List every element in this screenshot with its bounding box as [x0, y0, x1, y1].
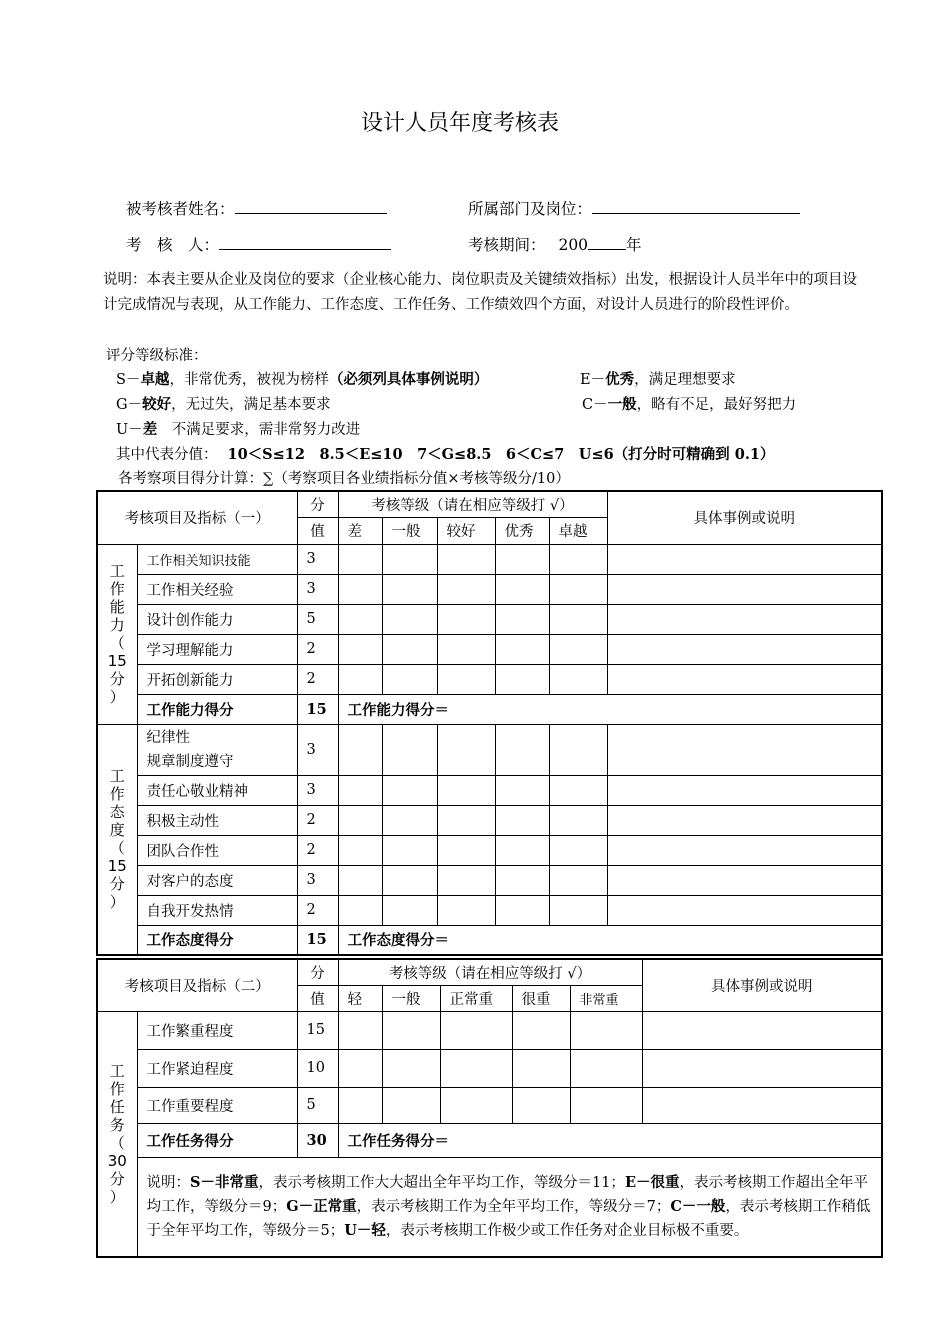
- attitude-total-label: 工作态度得分: [137, 925, 297, 955]
- grade-cell[interactable]: [437, 865, 495, 895]
- page-title: 设计人员年度考核表: [360, 111, 559, 136]
- col-header-item: 考核项目及指标（二）: [97, 959, 297, 1011]
- grade-cell[interactable]: [437, 775, 495, 805]
- grade-cell[interactable]: [338, 865, 382, 895]
- period-label: 考核期间：: [468, 236, 546, 254]
- indicator-label: 开拓创新能力: [137, 664, 297, 694]
- category-attitude: 工 作 态 度 （ 15 分 ）: [97, 724, 137, 955]
- period-field: [468, 233, 642, 255]
- grade-cell[interactable]: [549, 895, 607, 925]
- grade-cell[interactable]: [549, 634, 607, 664]
- desc-cell[interactable]: [607, 895, 882, 925]
- grade-cell[interactable]: [338, 775, 382, 805]
- desc-cell[interactable]: [607, 724, 882, 775]
- indicator-label: 对客户的态度: [137, 865, 297, 895]
- grade-cell[interactable]: [570, 1011, 642, 1049]
- grade-cell[interactable]: [495, 724, 549, 775]
- grade-cell[interactable]: [338, 1011, 382, 1049]
- grade-cell[interactable]: [382, 574, 437, 604]
- desc-cell[interactable]: [607, 835, 882, 865]
- grade-cell[interactable]: [495, 544, 549, 574]
- name-field: [126, 197, 387, 219]
- col-header-grade: 考核等级（请在相应等级打 √）: [338, 491, 607, 517]
- desc-cell[interactable]: [607, 574, 882, 604]
- grade-cell[interactable]: [495, 895, 549, 925]
- dept-label: 所属部门及岗位：: [468, 200, 593, 218]
- indicator-score: 15: [297, 1011, 338, 1049]
- name-label: 被考核者姓名：: [126, 200, 235, 218]
- grade-u: U－差 不满足要求，需非常努力改进: [116, 421, 361, 438]
- name-blank[interactable]: [235, 197, 387, 214]
- grade-cell[interactable]: [549, 865, 607, 895]
- grade-g: G－较好，无过失，满足基本要求: [116, 396, 331, 413]
- desc-cell[interactable]: [607, 604, 882, 634]
- indicator-score: 10: [297, 1049, 338, 1087]
- grade-cell[interactable]: [338, 835, 382, 865]
- grade-cell[interactable]: [495, 604, 549, 634]
- indicator-score: 2: [297, 805, 338, 835]
- desc-cell[interactable]: [607, 865, 882, 895]
- grade-cell[interactable]: [440, 1049, 512, 1087]
- col-header-score-top: 分: [297, 959, 338, 985]
- indicator-label: 工作紧迫程度: [137, 1049, 297, 1087]
- grade-cell[interactable]: [382, 544, 437, 574]
- indicator-label: 工作相关经验: [137, 574, 297, 604]
- task-total-result[interactable]: 工作任务得分＝: [338, 1123, 882, 1157]
- grade-header: 优秀: [495, 517, 549, 544]
- grade-cell[interactable]: [437, 895, 495, 925]
- grade-cell[interactable]: [495, 805, 549, 835]
- grade-cell[interactable]: [437, 835, 495, 865]
- grade-cell[interactable]: [570, 1087, 642, 1123]
- ability-total-label: 工作能力得分: [137, 694, 297, 724]
- indicator-score: 3: [297, 775, 338, 805]
- indicator-label: 自我开发热情: [137, 895, 297, 925]
- grade-cell[interactable]: [382, 1087, 440, 1123]
- grade-cell[interactable]: [382, 604, 437, 634]
- grade-header: 一般: [382, 985, 440, 1011]
- category-ability: 工 作 能 力 （ 15 分 ）: [97, 544, 137, 724]
- grade-header: 非常重: [570, 985, 642, 1011]
- grade-cell[interactable]: [495, 574, 549, 604]
- col-header-grade: 考核等级（请在相应等级打 √）: [338, 959, 642, 985]
- grade-cell[interactable]: [338, 895, 382, 925]
- grade-cell[interactable]: [549, 544, 607, 574]
- indicator-score: 2: [297, 664, 338, 694]
- grade-header: 正常重: [440, 985, 512, 1011]
- grade-cell[interactable]: [495, 775, 549, 805]
- grade-cell[interactable]: [382, 1011, 440, 1049]
- grade-cell[interactable]: [512, 1011, 570, 1049]
- reviewer-field: [126, 233, 391, 255]
- desc-cell[interactable]: [607, 544, 882, 574]
- grade-c: C－一般，略有不足，最好努把力: [582, 396, 797, 413]
- grade-standard-title: 评分等级标准：: [106, 348, 208, 364]
- indicator-score: 3: [297, 724, 338, 775]
- grade-header: 较好: [437, 517, 495, 544]
- grade-cell[interactable]: [549, 664, 607, 694]
- col-header-desc: 具体事例或说明: [607, 491, 882, 544]
- grade-cell[interactable]: [338, 1049, 382, 1087]
- grade-cell[interactable]: [338, 1087, 382, 1123]
- desc-cell[interactable]: [607, 805, 882, 835]
- dept-field: [468, 197, 800, 219]
- grade-header: 一般: [382, 517, 437, 544]
- desc-cell[interactable]: [607, 634, 882, 664]
- indicator-score: 5: [297, 1087, 338, 1123]
- indicator-label: 学习理解能力: [137, 634, 297, 664]
- indicator-label: 设计创作能力: [137, 604, 297, 634]
- dept-blank[interactable]: [592, 197, 800, 214]
- grade-cell[interactable]: [495, 865, 549, 895]
- desc-cell[interactable]: [642, 1011, 882, 1049]
- grade-header: 轻: [338, 985, 382, 1011]
- indicator-label: 团队合作性: [137, 835, 297, 865]
- grade-header: 卓越: [549, 517, 607, 544]
- grade-cell[interactable]: [512, 1049, 570, 1087]
- instruction-note: 说明：本表主要从企业及岗位的要求（企业核心能力、岗位职责及关键绩效指标）出发，根据设计人员半年中的项目设计完成情况与表现，从工作能力、工作态度、工作任务、工作绩效四个方面，对设计人员进行的阶段性评价。: [103, 272, 857, 313]
- col-header-desc: 具体事例或说明: [642, 959, 882, 1011]
- grade-cell[interactable]: [495, 634, 549, 664]
- indicator-score: 3: [297, 544, 338, 574]
- grade-cell[interactable]: [382, 865, 437, 895]
- grade-cell[interactable]: [338, 544, 382, 574]
- grade-cell[interactable]: [382, 895, 437, 925]
- attitude-total-result[interactable]: 工作态度得分＝: [338, 925, 882, 955]
- grade-cell[interactable]: [549, 805, 607, 835]
- reviewer-label: 考 核 人：: [126, 236, 220, 254]
- col-header-item: 考核项目及指标（一）: [97, 491, 297, 544]
- task-total-score: 30: [297, 1123, 338, 1157]
- assessment-table-1: [96, 490, 883, 956]
- grade-cell[interactable]: [382, 724, 437, 775]
- period-year-prefix: 200: [558, 236, 589, 254]
- grade-cell[interactable]: [437, 634, 495, 664]
- grade-cell[interactable]: [549, 604, 607, 634]
- task-note: 说明：S－非常重，表示考核期工作大大超出全年平均工作，等级分＝11；E－很重，表示考核期工作超出全年平均工作，等级分＝9；G－正常重，表示考核期工作为全年平均工作，等级分＝7；C－一般，表示考核期工作稍低于全年平均工作，等级分＝5；U－轻，表示考核期工作极少或工作任务对企业目标极不重要。: [137, 1157, 882, 1257]
- grade-cell[interactable]: [338, 604, 382, 634]
- desc-cell[interactable]: [642, 1049, 882, 1087]
- grade-cell[interactable]: [338, 805, 382, 835]
- grade-cell[interactable]: [338, 724, 382, 775]
- grade-header: 很重: [512, 985, 570, 1011]
- grade-header: 差: [338, 517, 382, 544]
- indicator-label: 积极主动性: [137, 805, 297, 835]
- indicator-label: 工作繁重程度: [137, 1011, 297, 1049]
- grade-cell[interactable]: [440, 1011, 512, 1049]
- grade-cell[interactable]: [437, 544, 495, 574]
- task-total-label: 工作任务得分: [137, 1123, 297, 1157]
- grade-cell[interactable]: [570, 1049, 642, 1087]
- grade-cell[interactable]: [440, 1087, 512, 1123]
- grade-cell[interactable]: [549, 835, 607, 865]
- grade-cell[interactable]: [495, 835, 549, 865]
- ability-total-result[interactable]: 工作能力得分＝: [338, 694, 882, 724]
- grade-cell[interactable]: [382, 664, 437, 694]
- category-task: 工 作 任 务 （ 30 分 ）: [97, 1011, 137, 1257]
- indicator-label: 纪律性 规章制度遵守: [137, 724, 297, 775]
- indicator-label: 责任心敬业精神: [137, 775, 297, 805]
- grade-cell[interactable]: [437, 604, 495, 634]
- grade-cell[interactable]: [437, 664, 495, 694]
- grade-cell[interactable]: [549, 724, 607, 775]
- indicator-score: 2: [297, 634, 338, 664]
- grade-values: 其中代表分值： 10＜S≤12 8.5＜E≤10 7＜G≤8.5 6＜C≤7 U≤6（打分时可精确到 0.1）: [116, 446, 775, 463]
- col-header-score-top: 分: [297, 491, 338, 517]
- grade-cell[interactable]: [382, 634, 437, 664]
- desc-cell[interactable]: [607, 775, 882, 805]
- attitude-total-score: 15: [297, 925, 338, 955]
- indicator-score: 2: [297, 835, 338, 865]
- grade-cell[interactable]: [549, 574, 607, 604]
- indicator-score: 3: [297, 865, 338, 895]
- ability-total-score: 15: [297, 694, 338, 724]
- indicator-score: 5: [297, 604, 338, 634]
- period-year-blank[interactable]: [588, 233, 626, 250]
- grade-cell[interactable]: [382, 775, 437, 805]
- grade-cell[interactable]: [437, 724, 495, 775]
- indicator-label: 工作重要程度: [137, 1087, 297, 1123]
- grade-cell[interactable]: [382, 805, 437, 835]
- indicator-label: 工作相关知识技能: [137, 544, 297, 574]
- grade-cell[interactable]: [437, 805, 495, 835]
- score-formula: 各考察项目得分计算：∑（考察项目各业绩指标分值×考核等级分/10）: [118, 471, 570, 487]
- grade-cell[interactable]: [338, 664, 382, 694]
- grade-cell[interactable]: [549, 775, 607, 805]
- grade-s: S－卓越，非常优秀，被视为榜样（必须列具体事例说明）: [116, 371, 489, 388]
- grade-cell[interactable]: [437, 574, 495, 604]
- grade-cell[interactable]: [382, 835, 437, 865]
- assessment-table-2: [96, 958, 883, 1258]
- grade-cell[interactable]: [495, 664, 549, 694]
- indicator-score: 3: [297, 574, 338, 604]
- grade-cell[interactable]: [338, 634, 382, 664]
- desc-cell[interactable]: [642, 1087, 882, 1123]
- indicator-score: 2: [297, 895, 338, 925]
- reviewer-blank[interactable]: [219, 233, 391, 250]
- grade-cell[interactable]: [512, 1087, 570, 1123]
- grade-cell[interactable]: [338, 574, 382, 604]
- grade-e: E－优秀，满足理想要求: [580, 371, 736, 388]
- col-header-score-bottom: 值: [297, 985, 338, 1011]
- desc-cell[interactable]: [607, 664, 882, 694]
- grade-cell[interactable]: [382, 1049, 440, 1087]
- col-header-score-bottom: 值: [297, 517, 338, 544]
- period-year-suffix: 年: [626, 236, 642, 254]
